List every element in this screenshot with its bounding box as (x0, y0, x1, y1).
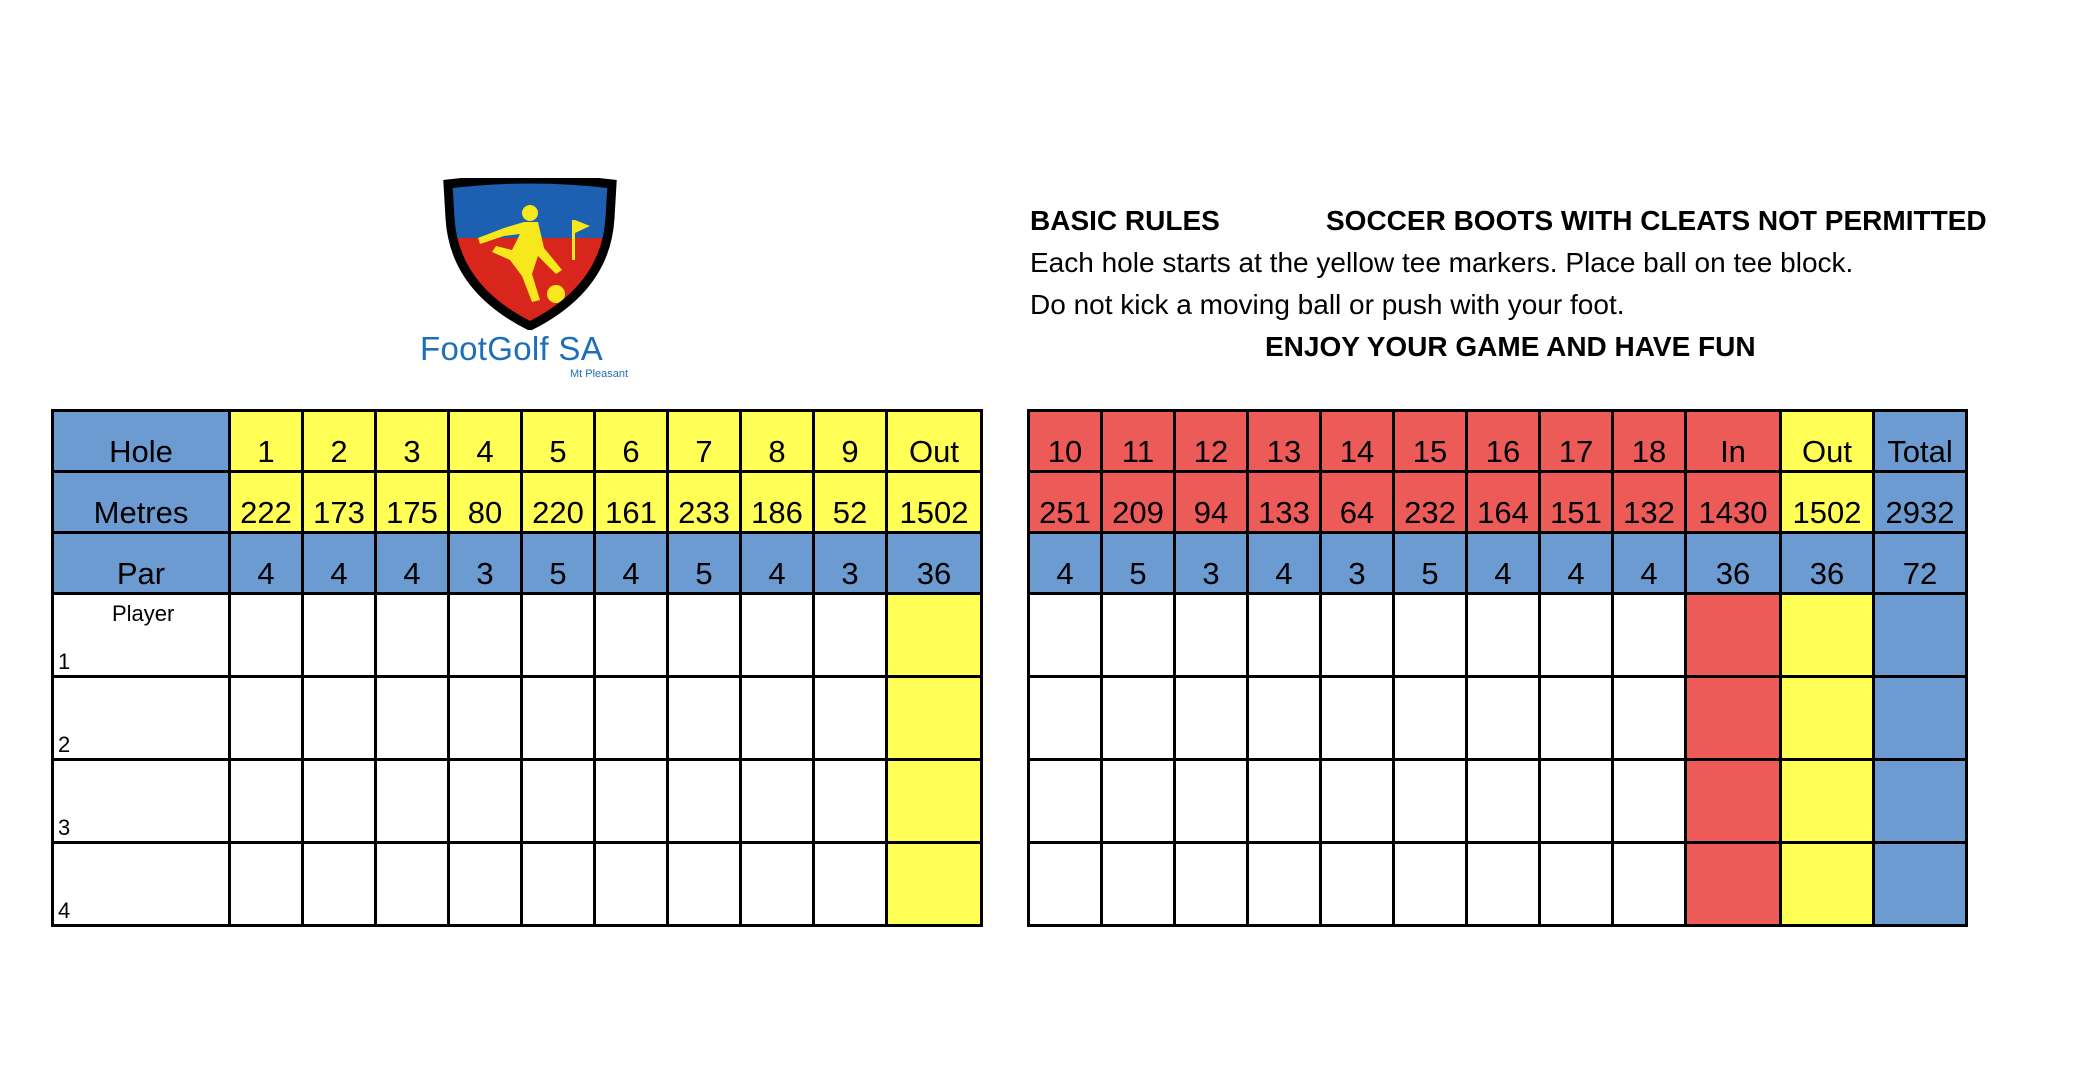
score-cell[interactable] (449, 677, 522, 760)
player-label-cell (53, 594, 230, 677)
metres-value: 164 (1467, 472, 1540, 533)
hole-number: 15 (1394, 411, 1467, 472)
score-cell[interactable] (1394, 843, 1467, 926)
score-cell[interactable] (522, 760, 595, 843)
hole-label: Hole (53, 411, 230, 472)
score-cell[interactable] (595, 594, 668, 677)
metres-value: 80 (449, 472, 522, 533)
score-cell[interactable] (1613, 760, 1686, 843)
out-label: Out (1781, 411, 1874, 472)
par-value: 4 (1248, 533, 1321, 594)
score-cell[interactable] (1613, 843, 1686, 926)
metres-value: 220 (522, 472, 595, 533)
player-label-cell (53, 677, 230, 760)
score-cell[interactable] (668, 760, 741, 843)
rules-title: BASIC RULES (1030, 205, 1220, 236)
total-score-cell[interactable] (1874, 843, 1967, 926)
par-value: 3 (449, 533, 522, 594)
total-score-cell[interactable] (1874, 677, 1967, 760)
score-cell[interactable] (230, 760, 303, 843)
metres-value: 232 (1394, 472, 1467, 533)
par-value: 4 (1029, 533, 1102, 594)
hole-number: 13 (1248, 411, 1321, 472)
metres-value: 151 (1540, 472, 1613, 533)
hole-number: 14 (1321, 411, 1394, 472)
par-value: 5 (1102, 533, 1175, 594)
metres-value: 222 (230, 472, 303, 533)
in-score-cell[interactable] (1686, 594, 1781, 677)
score-cell[interactable] (814, 594, 887, 677)
par-value: 5 (668, 533, 741, 594)
par-value: 3 (1175, 533, 1248, 594)
hole-number: 3 (376, 411, 449, 472)
score-cell[interactable] (303, 594, 376, 677)
score-cell[interactable] (1467, 843, 1540, 926)
score-cell[interactable] (1102, 594, 1175, 677)
par-value: 4 (303, 533, 376, 594)
back-par-row (1029, 533, 1967, 594)
back-metres-row (1029, 472, 1967, 533)
metres-value: 186 (741, 472, 814, 533)
score-cell[interactable] (668, 594, 741, 677)
par-value: 4 (376, 533, 449, 594)
score-cell[interactable] (668, 843, 741, 926)
player-row (1029, 677, 1967, 760)
footgolf-logo (418, 178, 658, 383)
score-cell[interactable] (741, 677, 814, 760)
out-label: Out (887, 411, 982, 472)
score-cell[interactable] (741, 760, 814, 843)
score-cell[interactable] (449, 843, 522, 926)
score-cell[interactable] (1175, 760, 1248, 843)
score-cell[interactable] (449, 760, 522, 843)
score-cell[interactable] (1613, 677, 1686, 760)
player-row (53, 843, 982, 926)
score-cell[interactable] (595, 843, 668, 926)
metres-value: 64 (1321, 472, 1394, 533)
score-cell[interactable] (1321, 594, 1394, 677)
score-cell[interactable] (1321, 843, 1394, 926)
metres-total: 2932 (1874, 472, 1967, 533)
par-label: Par (53, 533, 230, 594)
out-score-cell[interactable] (887, 677, 982, 760)
out-score-cell[interactable] (887, 760, 982, 843)
par-value: 3 (1321, 533, 1394, 594)
player-label-cell (53, 843, 230, 926)
player-row (53, 677, 982, 760)
out-score-cell[interactable] (1781, 677, 1874, 760)
hole-number: 17 (1540, 411, 1613, 472)
in-score-cell[interactable] (1686, 677, 1781, 760)
score-cell[interactable] (1175, 677, 1248, 760)
hole-number: 11 (1102, 411, 1175, 472)
hole-number: 2 (303, 411, 376, 472)
metres-value: 52 (814, 472, 887, 533)
player-label-cell (53, 760, 230, 843)
score-cell[interactable] (522, 594, 595, 677)
in-label: In (1686, 411, 1781, 472)
front-nine-table (51, 409, 983, 927)
score-cell[interactable] (449, 594, 522, 677)
out-score-cell[interactable] (887, 594, 982, 677)
score-cell[interactable] (1102, 677, 1175, 760)
score-cell[interactable] (1394, 594, 1467, 677)
score-cell[interactable] (595, 677, 668, 760)
score-cell[interactable] (303, 760, 376, 843)
hole-number: 8 (741, 411, 814, 472)
score-cell[interactable] (1394, 677, 1467, 760)
logo-name: FootGolf SA (420, 330, 604, 367)
player-label: Player (112, 601, 175, 626)
score-cell[interactable] (1321, 760, 1394, 843)
score-cell[interactable] (1102, 760, 1175, 843)
player-row (1029, 843, 1967, 926)
score-cell[interactable] (1321, 677, 1394, 760)
par-total: 72 (1874, 533, 1967, 594)
score-cell[interactable] (230, 843, 303, 926)
score-cell[interactable] (1029, 594, 1102, 677)
hole-number: 6 (595, 411, 668, 472)
out-score-cell[interactable] (1781, 843, 1874, 926)
player-row (53, 594, 982, 677)
basic-rules (1030, 200, 1990, 368)
score-cell[interactable] (668, 677, 741, 760)
score-cell[interactable] (230, 594, 303, 677)
score-cell[interactable] (376, 594, 449, 677)
score-cell[interactable] (230, 677, 303, 760)
par-value: 3 (814, 533, 887, 594)
par-value: 5 (522, 533, 595, 594)
score-cell[interactable] (1102, 843, 1175, 926)
player-number: 1 (58, 649, 71, 674)
score-cell[interactable] (303, 843, 376, 926)
hole-number: 1 (230, 411, 303, 472)
score-cell[interactable] (1248, 760, 1321, 843)
player-number: 3 (58, 815, 71, 840)
score-cell[interactable] (1248, 843, 1321, 926)
total-label: Total (1874, 411, 1967, 472)
shield-crest-icon (440, 178, 620, 330)
total-score-cell[interactable] (1874, 760, 1967, 843)
par-in: 36 (1686, 533, 1781, 594)
score-cell[interactable] (1467, 760, 1540, 843)
par-value: 5 (1394, 533, 1467, 594)
score-cell[interactable] (814, 677, 887, 760)
score-cell[interactable] (376, 760, 449, 843)
hole-number: 5 (522, 411, 595, 472)
total-score-cell[interactable] (1874, 594, 1967, 677)
score-cell[interactable] (595, 760, 668, 843)
in-score-cell[interactable] (1686, 843, 1781, 926)
player-row (53, 760, 982, 843)
score-cell[interactable] (1175, 594, 1248, 677)
logo-subtitle: Mt Pleasant (570, 368, 629, 380)
front-metres-row (53, 472, 982, 533)
score-cell[interactable] (814, 843, 887, 926)
score-cell[interactable] (303, 677, 376, 760)
par-value: 4 (1467, 533, 1540, 594)
out-score-cell[interactable] (1781, 594, 1874, 677)
player-row (1029, 760, 1967, 843)
score-cell[interactable] (741, 594, 814, 677)
par-out: 36 (887, 533, 982, 594)
par-out: 36 (1781, 533, 1874, 594)
out-score-cell[interactable] (887, 843, 982, 926)
metres-label: Metres (53, 472, 230, 533)
score-cell[interactable] (1540, 843, 1613, 926)
back-hole-row (1029, 411, 1967, 472)
rules-enjoy: ENJOY YOUR GAME AND HAVE FUN (1265, 331, 1756, 362)
par-value: 4 (230, 533, 303, 594)
score-cell[interactable] (1540, 760, 1613, 843)
hole-number: 9 (814, 411, 887, 472)
rules-line-2: Do not kick a moving ball or push with your foot. (1030, 289, 1625, 320)
score-cell[interactable] (376, 677, 449, 760)
back-nine-table (1027, 409, 1968, 927)
score-cell[interactable] (1029, 843, 1102, 926)
metres-in: 1430 (1686, 472, 1781, 533)
hole-number: 18 (1613, 411, 1686, 472)
score-cell[interactable] (1467, 594, 1540, 677)
metres-out: 1502 (887, 472, 982, 533)
rules-boots: SOCCER BOOTS WITH CLEATS NOT PERMITTED (1326, 205, 1987, 236)
score-cell[interactable] (1394, 760, 1467, 843)
front-hole-row (53, 411, 982, 472)
metres-value: 133 (1248, 472, 1321, 533)
hole-number: 12 (1175, 411, 1248, 472)
hole-number: 10 (1029, 411, 1102, 472)
score-cell[interactable] (1248, 594, 1321, 677)
score-cell[interactable] (376, 843, 449, 926)
out-score-cell[interactable] (1781, 760, 1874, 843)
score-cell[interactable] (1613, 594, 1686, 677)
metres-out: 1502 (1781, 472, 1874, 533)
hole-number: 4 (449, 411, 522, 472)
in-score-cell[interactable] (1686, 760, 1781, 843)
metres-value: 209 (1102, 472, 1175, 533)
score-cell[interactable] (814, 760, 887, 843)
score-cell[interactable] (1467, 677, 1540, 760)
metres-value: 175 (376, 472, 449, 533)
metres-value: 251 (1029, 472, 1102, 533)
hole-number: 16 (1467, 411, 1540, 472)
player-row (1029, 594, 1967, 677)
par-value: 4 (1540, 533, 1613, 594)
player-number: 4 (58, 898, 71, 923)
score-cell[interactable] (522, 677, 595, 760)
metres-value: 233 (668, 472, 741, 533)
par-value: 4 (595, 533, 668, 594)
rules-line-1: Each hole starts at the yellow tee markers. Place ball on tee block. (1030, 247, 1854, 278)
score-cell[interactable] (741, 843, 814, 926)
score-cell[interactable] (1540, 594, 1613, 677)
metres-value: 173 (303, 472, 376, 533)
score-cell[interactable] (1175, 843, 1248, 926)
metres-value: 161 (595, 472, 668, 533)
hole-number: 7 (668, 411, 741, 472)
score-cell[interactable] (1029, 677, 1102, 760)
score-cell[interactable] (522, 843, 595, 926)
score-cell[interactable] (1540, 677, 1613, 760)
par-value: 4 (741, 533, 814, 594)
par-value: 4 (1613, 533, 1686, 594)
front-par-row (53, 533, 982, 594)
score-cell[interactable] (1029, 760, 1102, 843)
player-number: 2 (58, 732, 71, 757)
metres-value: 132 (1613, 472, 1686, 533)
metres-value: 94 (1175, 472, 1248, 533)
score-cell[interactable] (1248, 677, 1321, 760)
